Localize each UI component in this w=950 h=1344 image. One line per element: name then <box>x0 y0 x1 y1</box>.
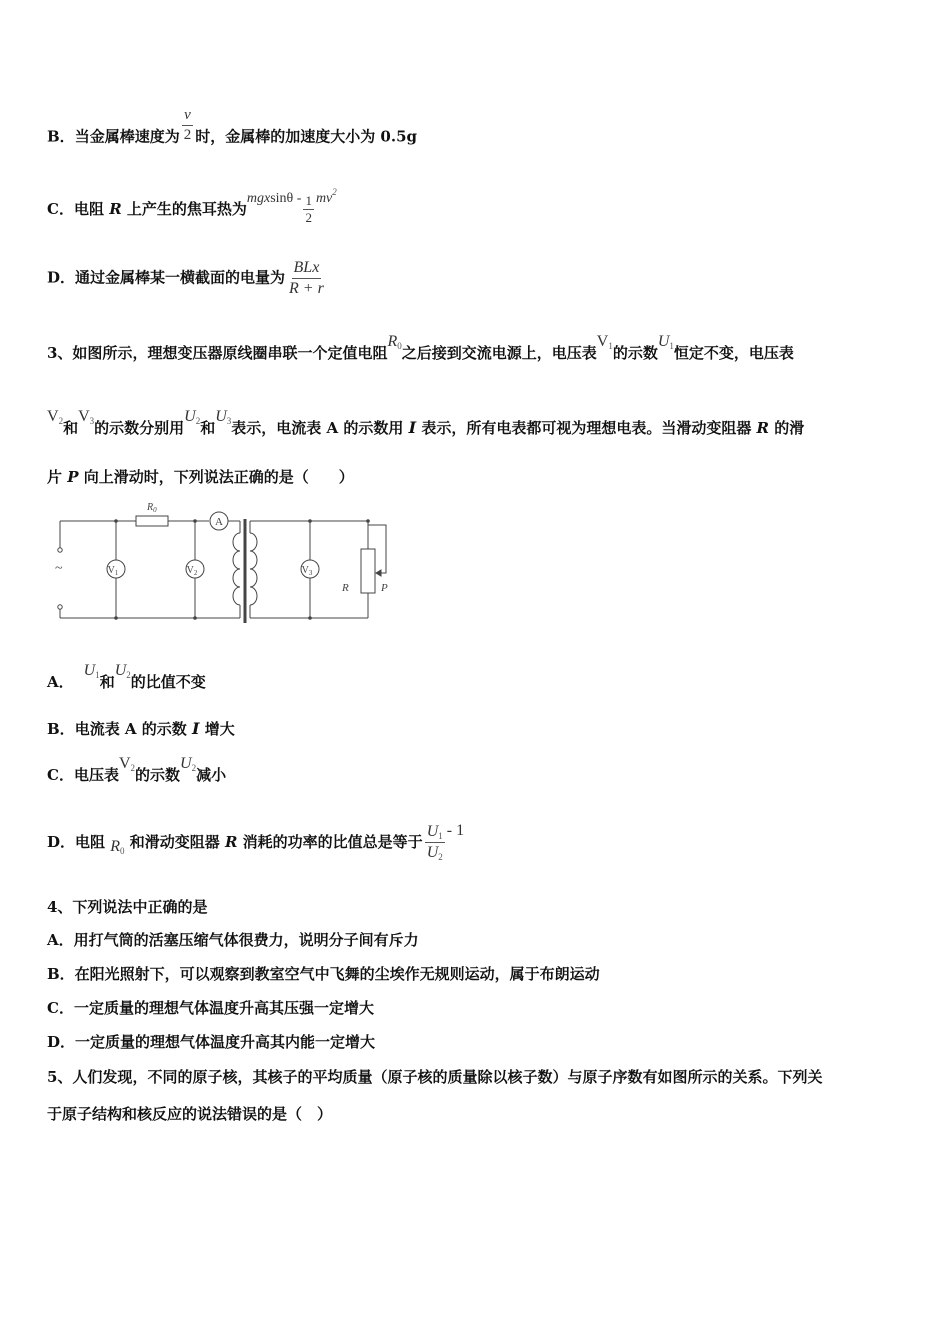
option-text: 当金属棒速度为 <box>74 127 180 146</box>
var-u2 <box>115 662 131 679</box>
stem-text: 的示数 <box>612 344 658 362</box>
option-text: 的比值不变 <box>130 673 206 691</box>
q2-option-d <box>47 258 328 299</box>
label-r: R <box>342 582 349 594</box>
option-label: B． <box>47 127 75 146</box>
label-r0: $R_0$ <box>147 502 157 514</box>
option-text: 电阻 <box>75 832 111 851</box>
q3-option-b <box>47 718 235 739</box>
label-p: P <box>381 582 388 594</box>
var: R <box>387 333 398 350</box>
transformer-circuit-diagram <box>45 497 405 627</box>
subscript: 3 <box>226 416 232 426</box>
fraction-denominator <box>425 843 445 863</box>
var: V <box>78 408 90 425</box>
var-u1 <box>658 333 674 350</box>
option-label: B． <box>47 720 75 738</box>
voltmeter-v3-label: $V_3$ <box>301 565 313 577</box>
var: U <box>426 823 439 840</box>
ac-source-symbol: ~ <box>55 561 63 576</box>
fraction-blx <box>287 258 326 299</box>
var-v2 <box>47 408 63 425</box>
q3-stem-line-1 <box>47 333 794 363</box>
stem-text: 片 <box>47 468 68 486</box>
q4-option-b: B．在阳光照射下，可以观察到教室空气中飞舞的尘埃作无规则运动，属于布朗运动 <box>47 965 600 983</box>
option-label: D． <box>47 268 76 287</box>
q4-option-c: C．一定质量的理想气体温度升高其压强一定增大 <box>47 999 374 1017</box>
var: R <box>110 837 121 855</box>
math-mv2 <box>315 186 337 206</box>
fraction-denominator: 2 <box>183 126 192 143</box>
math-mv: mv <box>315 190 333 206</box>
var-u2 <box>180 755 196 772</box>
var: U <box>180 755 192 772</box>
option-text: 上产生的焦耳热为 <box>121 199 247 218</box>
subscript: 2 <box>130 763 136 773</box>
var-v1 <box>597 333 613 350</box>
var-u3 <box>215 408 231 425</box>
var-p: P <box>67 468 79 486</box>
q4-option-a: A．用打气筒的活塞压缩气体很费力，说明分子间有斥力 <box>47 931 419 949</box>
voltmeter-v2-label: $V_2$ <box>186 565 198 577</box>
subscript: 2 <box>195 416 201 426</box>
fraction-one-half <box>303 193 314 227</box>
subscript: 1 <box>608 341 613 351</box>
math-superscript: 2 <box>332 186 337 197</box>
stem-text: 和 <box>63 419 79 437</box>
var: U <box>83 662 96 679</box>
var-v3 <box>78 408 94 425</box>
option-text: 时，金属棒的加速度大小为 0.5g <box>195 127 418 146</box>
option-text: 增大 <box>199 720 235 738</box>
variable-r: R <box>109 199 122 218</box>
var-r: R <box>756 419 770 437</box>
q3-option-a <box>47 662 206 692</box>
option-label: D． <box>47 832 76 851</box>
subscript: 1 <box>438 831 443 841</box>
math-minus-one: - 1 <box>446 821 465 839</box>
option-label: C． <box>47 766 74 784</box>
fraction-denominator: R + r <box>289 280 324 297</box>
fraction-numerator: BLx <box>292 258 322 279</box>
stem-text: 恒定不变，电压表 <box>673 344 794 362</box>
var-u2 <box>184 408 200 425</box>
var-i: I <box>408 418 417 437</box>
var: U <box>114 662 127 679</box>
option-text: 通过金属棒某一横截面的电量为 <box>75 268 286 287</box>
q5-stem-line-1: 5、人们发现，不同的原子核，其核子的平均质量（原子核的质量除以核子数）与原子序数有如图所示的关系。下列关 <box>47 1068 823 1086</box>
math-sin: sinθ - <box>270 190 302 206</box>
subscript: 0 <box>120 845 125 856</box>
option-text: 电流表 A 的示数 <box>74 720 192 738</box>
var-u1 <box>84 662 100 679</box>
q2-option-c <box>47 186 337 227</box>
q4-option-d: D．一定质量的理想气体温度升高其内能一定增大 <box>47 1033 376 1051</box>
fraction-numerator <box>425 822 445 843</box>
var: V <box>596 333 609 350</box>
var-r0 <box>387 333 401 350</box>
fraction-u1-over-u2 <box>425 822 445 864</box>
q5-stem-line-2: 于原子结构和核反应的说法错误的是（ ） <box>47 1105 333 1123</box>
q4-stem: 4、下列说法中正确的是 <box>47 898 208 916</box>
option-label: C． <box>47 199 74 218</box>
subscript: 2 <box>58 416 64 426</box>
stem-text: 的示数分别用 <box>94 419 185 437</box>
option-text: 和 <box>99 673 115 691</box>
stem-text: 的滑 <box>769 419 805 437</box>
var-v2 <box>119 755 135 772</box>
q2-option-b <box>47 107 418 157</box>
subscript: 1 <box>669 341 674 351</box>
fraction-numerator: 1 <box>303 193 314 210</box>
subscript: 2 <box>191 763 197 773</box>
fraction-v-over-2 <box>182 106 194 145</box>
q3-stem-line-3 <box>47 466 354 487</box>
option-text: 消耗的功率的比值总是等于 <box>237 832 423 851</box>
var: U <box>657 333 670 350</box>
subscript: 2 <box>126 670 131 680</box>
voltmeter-v1-label: $V_1$ <box>107 565 119 577</box>
q3-option-c <box>47 755 227 785</box>
var: U <box>184 408 196 425</box>
var-r0 <box>110 838 124 855</box>
option-text: 的示数 <box>135 766 181 784</box>
option-text: 电阻 <box>73 199 110 218</box>
subscript: 1 <box>95 670 100 680</box>
option-label: A． <box>47 673 74 691</box>
q3-stem-line-2 <box>47 408 805 438</box>
stem-text: 3、如图所示，理想变压器原线圈串联一个定值电阻 <box>47 344 388 362</box>
var: U <box>215 408 227 425</box>
stem-text: 表示，电流表 A 的示数用 <box>231 419 409 437</box>
math-mgx: mgx <box>246 190 271 206</box>
stem-text: 和 <box>200 419 216 437</box>
fraction-numerator: v <box>182 106 193 126</box>
var-i: I <box>192 719 200 738</box>
q3-option-d <box>47 822 464 864</box>
subscript: 0 <box>397 341 402 351</box>
var: U <box>426 844 439 862</box>
fraction-denominator: 2 <box>305 210 312 226</box>
option-text: 减小 <box>196 766 227 784</box>
subscript: 3 <box>89 416 95 426</box>
option-text: 电压表 <box>73 766 119 784</box>
subscript: 2 <box>438 852 443 863</box>
ammeter-label: A <box>215 516 223 528</box>
stem-text: 之后接到交流电源上，电压表 <box>401 344 597 362</box>
option-text: 和滑动变阻器 <box>124 832 225 851</box>
var-r: R <box>224 832 238 851</box>
stem-text: 向上滑动时，下列说法正确的是（ ） <box>78 468 354 486</box>
var: V <box>47 408 59 425</box>
stem-text: 表示，所有电表都可视为理想电表。当滑动变阻器 <box>416 419 757 437</box>
var: V <box>118 755 131 772</box>
